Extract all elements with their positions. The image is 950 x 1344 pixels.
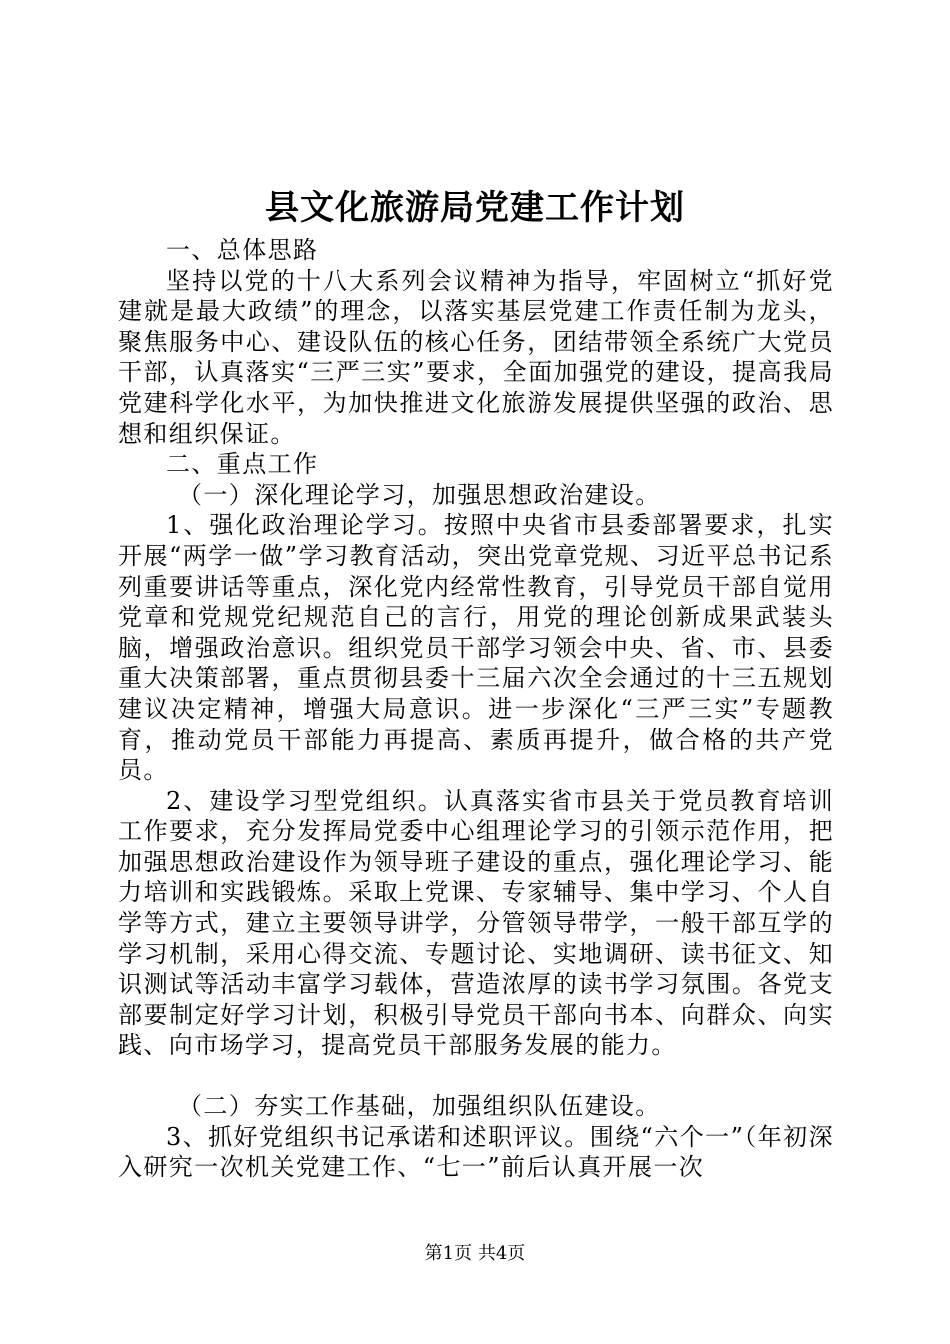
paragraph-item-2: 2、建设学习型党组织。认真落实省市县关于党员教育培训工作要求，充分发挥局党委中心组理论学习的引领示范作用，把加强思想政治建设作为领导班子建设的重点，强化理论学习、能力培训和实践锻炼。采取上党课、专家辅导、集中学习、个人自学等方式，建立主要领导讲学，分管领导带学，一般干部互学的学习机制，采用心得交流、专题讨论、实地调研、读书征文、知识测试等活动丰富学习载体，营造浓厚的读书学习氛围。各党支部要制定好学习计划，积极引导党员干部向书本、向群众、向实践、向市场学习，提高党员干部服务发展的能力。 <box>118 786 834 1060</box>
paragraph-overall-approach: 坚持以党的十八大系列会议精神为指导，牢固树立“抓好党建就是最大政绩”的理念，以落实基层党建工作责任制为龙头，聚焦服务中心、建设队伍的核心任务，团结带领全系统广大党员干部，认真落实“三严三实”要求，全面加强党的建设，提高我局党建科学化水平，为加快推进文化旅游发展提供坚强的政治、思想和组织保证。 <box>118 266 834 448</box>
page-footer: 第1页 共4页 <box>424 1243 526 1264</box>
subsection-heading-theory-study: （一）深化理论学习，加强思想政治建设。 <box>178 480 661 509</box>
subsection-heading-organization: （二）夯实工作基础，加强组织队伍建设。 <box>178 1092 661 1121</box>
document-body <box>118 235 834 1183</box>
document-title: 县文化旅游局党建工作计划 <box>265 188 685 228</box>
section-heading-overall: 一、总体思路 <box>166 236 319 264</box>
section-heading-key-work: 二、重点工作 <box>166 450 319 479</box>
paragraph-item-3: 3、抓好党组织书记承诺和述职评议。围绕“六个一”（年初深入研究一次机关党建工作、“七一”前后认真开展一次 <box>118 1122 834 1182</box>
paragraph-item-1: 1、强化政治理论学习。按照中央省市县委部署要求，扎实开展“两学一做”学习教育活动，突出党章党规、习近平总书记系列重要讲话等重点，深化党内经常性教育，引导党员干部自觉用党章和党规党纪规范自己的言行，用党的理论创新成果武装头脑，增强政治意识。组织党员干部学习领会中央、省、市、县委重大决策部署，重点贯彻县委十三届六次全会通过的十三五规划建议决定精神，增强大局意识。进一步深化“三严三实”专题教育，推动党员干部能力再提高、素质再提升，做合格的共产党员。 <box>118 511 834 785</box>
